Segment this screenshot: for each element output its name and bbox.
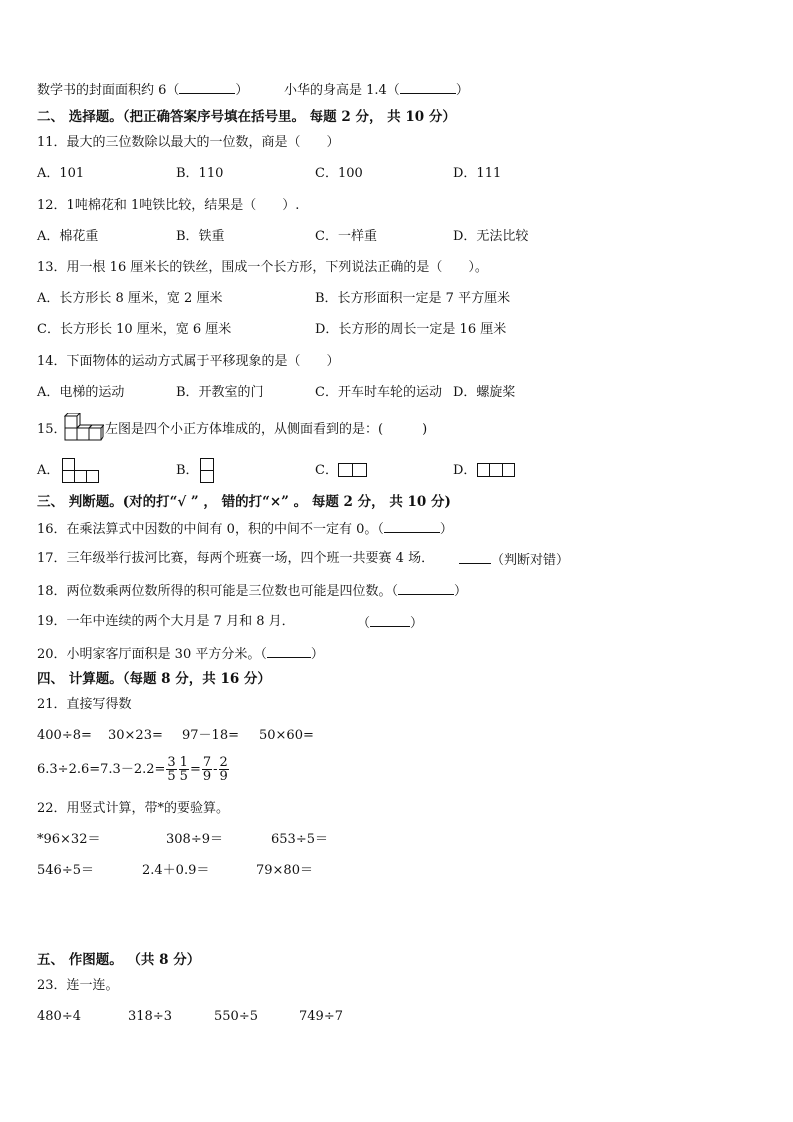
calc-item: 653÷5＝: [271, 832, 328, 847]
answer-blank[interactable]: [267, 644, 311, 658]
section-4-title: 四、 计算题。（每题 8 分，共 16 分）: [37, 671, 271, 687]
calc-item: 2.4＋0.9＝: [142, 863, 210, 878]
connect-item[interactable]: 480÷4: [37, 1009, 81, 1024]
q13-option-d[interactable]: D．长方形的周长一定是 16 厘米: [315, 322, 507, 337]
calc-item: 7.3－2.2=: [100, 762, 166, 777]
q12-option-a[interactable]: A．棉花重: [37, 229, 99, 244]
calc-item: 400÷8=: [37, 728, 92, 743]
q13-option-b[interactable]: B．长方形面积一定是 7 平方厘米: [315, 291, 511, 306]
section-3-title: 三、 判断题。(对的打“√ ” ， 错的打“×” 。 每题 2 分， 共 10 分): [37, 494, 451, 510]
calc-item: 6.3÷2.6=: [37, 762, 101, 777]
q15-option-c-figure: [338, 463, 367, 477]
q20: 20．小明家客厅面积是 30 平方分米。（ ）: [37, 644, 324, 664]
section-5-title: 五、 作图题。 （共 8 分）: [37, 952, 201, 968]
q11-stem: 11．最大的三位数除以最大的一位数，商是（ ）: [37, 135, 340, 150]
q19: 19．一年中连续的两个大月是 7 月和 8 月．: [37, 614, 295, 629]
calc-item: 79×80＝: [256, 863, 313, 878]
q15-stem: 左图是四个小正方体堆成的，从侧面看到的是：( ): [105, 422, 428, 437]
q12-stem: 12．1吨棉花和 1吨铁比较，结果是（ ）.: [37, 198, 300, 213]
fraction: $\frac{2}{9}$: [219, 755, 228, 784]
q11-option-d[interactable]: D．111: [453, 166, 502, 181]
q14-option-c[interactable]: C．开车时车轮的运动: [315, 385, 442, 400]
q18: 18．两位数乘两位数所得的积可能是三位数也可能是四位数。（ ）: [37, 581, 467, 601]
q14-option-a[interactable]: A．电梯的运动: [37, 385, 125, 400]
q11-option-b[interactable]: B．110: [176, 166, 224, 181]
q15-option-d-figure: [477, 463, 515, 477]
q15-option-a[interactable]: A．: [37, 463, 60, 478]
q11-option-c[interactable]: C．100: [315, 166, 363, 181]
q14-option-d[interactable]: D．螺旋桨: [453, 385, 516, 400]
q13-stem: 13．用一根 16 厘米长的铁丝，围成一个长方形，下列说法正确的是（ ）。: [37, 260, 488, 275]
q17: 17．三年级举行拔河比赛，每两个班赛一场，四个班一共要赛 4 场．: [37, 551, 435, 566]
q12-option-d[interactable]: D．无法比较: [453, 229, 529, 244]
line-top-right: 小华的身高是 1.4（ ）: [284, 80, 469, 100]
section-2-title: 二、 选择题。（把正确答案序号填在括号里。 每题 2 分， 共 10 分）: [37, 109, 456, 125]
answer-blank[interactable]: [459, 550, 491, 564]
connect-item[interactable]: 318÷3: [128, 1009, 172, 1024]
q12-option-b[interactable]: B．铁重: [176, 229, 225, 244]
q16: 16．在乘法算式中因数的中间有 0，积的中间不一定有 0。（ ）: [37, 519, 453, 539]
q13-option-a[interactable]: A．长方形长 8 厘米，宽 2 厘米: [37, 291, 223, 306]
calc-row-2: 6.3÷2.6=7.3－2.2= $\frac{3}{5}$ $\frac{1}{5}$ = $\frac{7}{9}$ - $\frac{2}{9}$: [37, 755, 228, 784]
fraction: $\frac{1}{5}$: [179, 755, 188, 784]
answer-blank[interactable]: [370, 613, 410, 627]
calc-item: 30×23=: [108, 728, 163, 743]
q11-option-a[interactable]: A．101: [37, 166, 85, 181]
fraction: $\frac{7}{9}$: [202, 755, 212, 784]
cube-stack-figure: [64, 413, 104, 441]
q14-option-b[interactable]: B．开教室的门: [176, 385, 264, 400]
q15-option-b-figure: [200, 458, 214, 483]
q21-stem: 21．直接写得数: [37, 697, 132, 712]
calc-item: 97－18=: [182, 728, 239, 743]
answer-blank[interactable]: [179, 80, 235, 94]
line-top: 数学书的封面面积约 6（ ）: [37, 80, 248, 100]
q23-stem: 23．连一连。: [37, 978, 119, 993]
q13-option-c[interactable]: C．长方形长 10 厘米，宽 6 厘米: [37, 322, 232, 337]
q22-stem: 22．用竖式计算，带*的要验算。: [37, 801, 230, 816]
calc-item: *96×32＝: [37, 832, 101, 847]
fraction: $\frac{3}{5}$: [167, 755, 176, 784]
calc-item: 546÷5＝: [37, 863, 94, 878]
connect-item[interactable]: 550÷5: [214, 1009, 258, 1024]
connect-item[interactable]: 749÷7: [299, 1009, 343, 1024]
cube-stack-icon: [64, 413, 104, 441]
calc-item: 308÷9＝: [166, 832, 223, 847]
q15-option-d[interactable]: D．: [453, 463, 477, 478]
answer-blank[interactable]: [384, 519, 440, 533]
q14-stem: 14．下面物体的运动方式属于平移现象的是（ ）: [37, 354, 340, 369]
answer-blank[interactable]: [398, 581, 454, 595]
q15-number: 15．: [37, 422, 67, 437]
answer-blank[interactable]: [400, 80, 456, 94]
q17-answer: （判断对错）: [459, 550, 569, 570]
q15-option-a-figure: [62, 458, 99, 483]
q19-answer: （ ）: [357, 613, 423, 633]
q15-option-c[interactable]: C．: [315, 463, 338, 478]
q15-option-b[interactable]: B．: [176, 463, 199, 478]
calc-item: 50×60=: [259, 728, 314, 743]
q12-option-c[interactable]: C．一样重: [315, 229, 377, 244]
